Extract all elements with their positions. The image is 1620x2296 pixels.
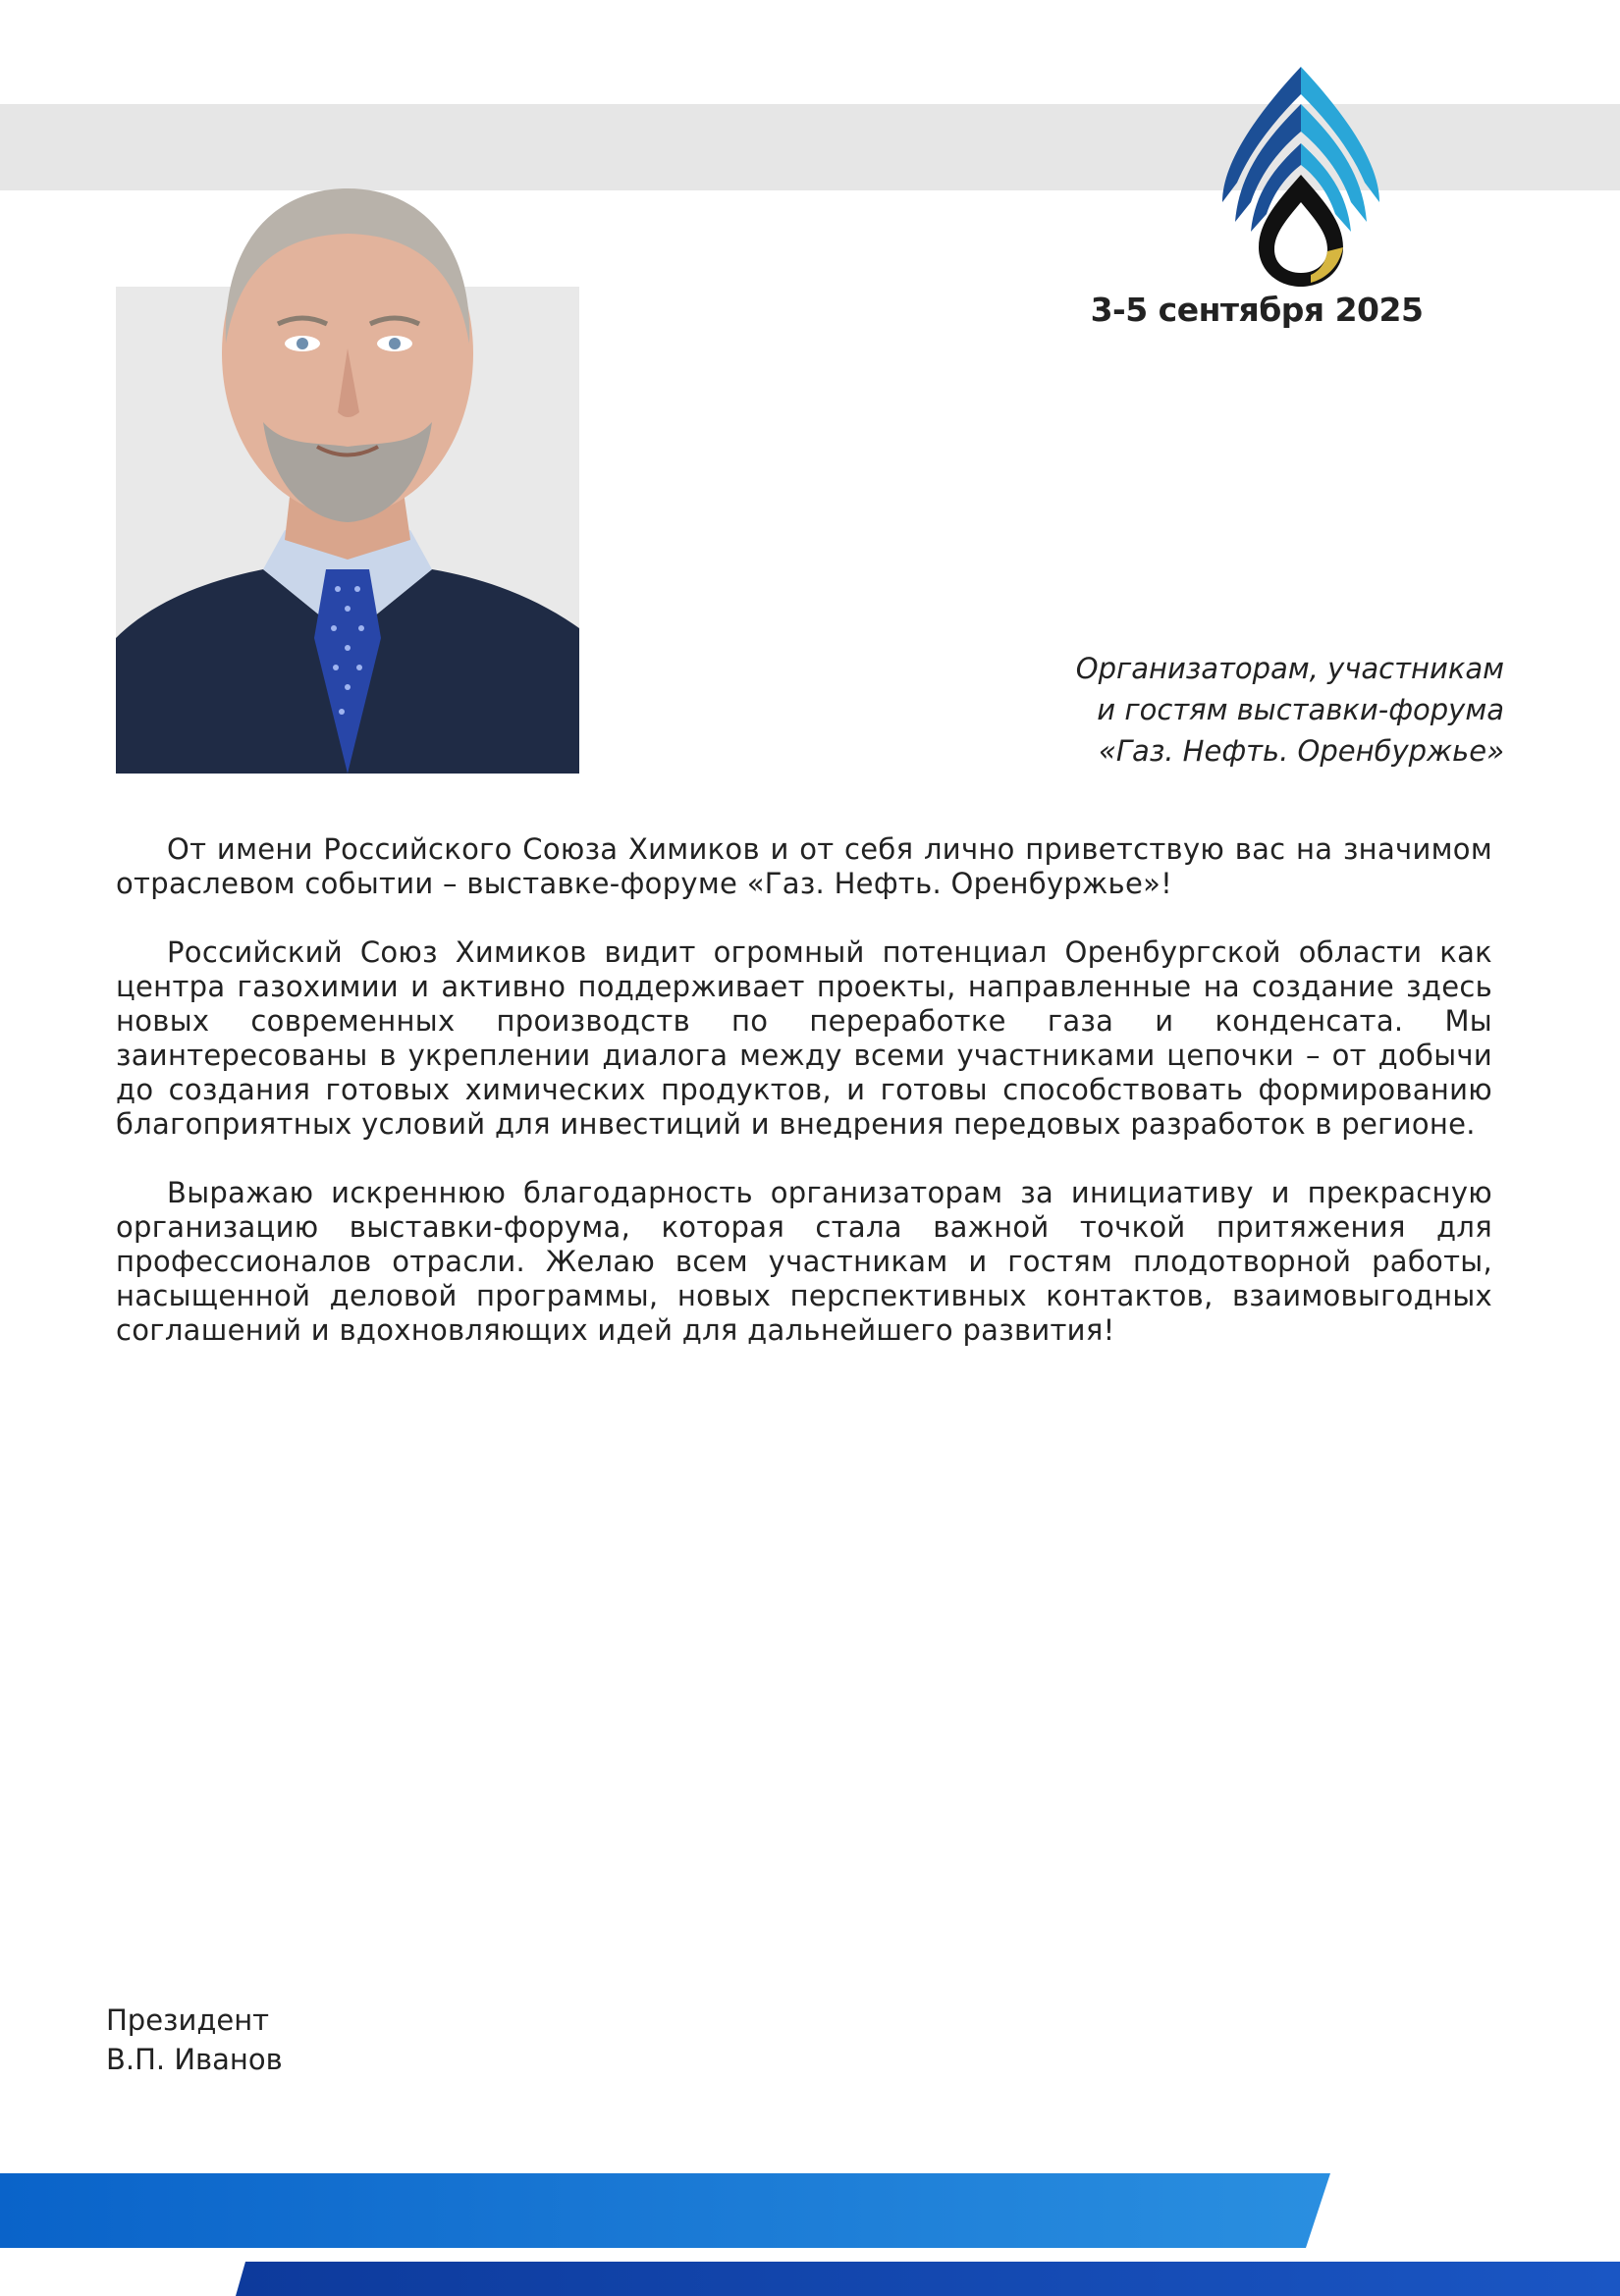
footer-stripes — [0, 2160, 1620, 2296]
addressee-block — [895, 648, 1504, 772]
letter-paragraph: Выражаю искреннюю благодарность организаторам за инициативу и прекрасную организацию выставки-форума, которая стала важной точкой притяжения для профессионалов отрасли. Желаю всем участникам и гостям плодотворной работы, насыщенной деловой программы, новых перспективных контактов, взаимовыгодных соглашений и вдохновляющих идей для дальнейшего развития! — [116, 1176, 1492, 1347]
signature-position: Президент — [106, 2003, 270, 2037]
addressee-line: Организаторам, участникам — [1075, 652, 1504, 685]
signature-block — [106, 2001, 283, 2079]
addressee-line: «Газ. Нефть. Оренбуржье» — [1099, 734, 1504, 768]
signature-name: В.П. Иванов — [106, 2043, 283, 2076]
event-date: 3-5 сентября 2025 — [1090, 291, 1424, 329]
flame-drop-logo-icon — [1217, 65, 1384, 291]
portrait-photo — [116, 177, 579, 774]
letter-paragraph: Российский Союз Химиков видит огромный потенциал Оренбургской области как центра газохимии и активно поддерживает проекты, направленные на создание здесь новых современных производств по переработке газа и конденсата. Мы заинтересованы в укреплении диалога между всеми участниками цепочки – от добычи до создания готовых химических продуктов, и готовы способствовать формированию благоприятных условий для инвестиций и внедрения передовых разработок в регионе. — [116, 935, 1492, 1141]
letter-body — [116, 832, 1492, 1382]
letter-paragraph: От имени Российского Союза Химиков и от себя лично приветствую вас на значимом отраслевом событии – выставке-форуме «Газ. Нефть. Оренбуржье»! — [116, 832, 1492, 900]
addressee-line: и гостям выставки-форума — [1097, 693, 1504, 726]
